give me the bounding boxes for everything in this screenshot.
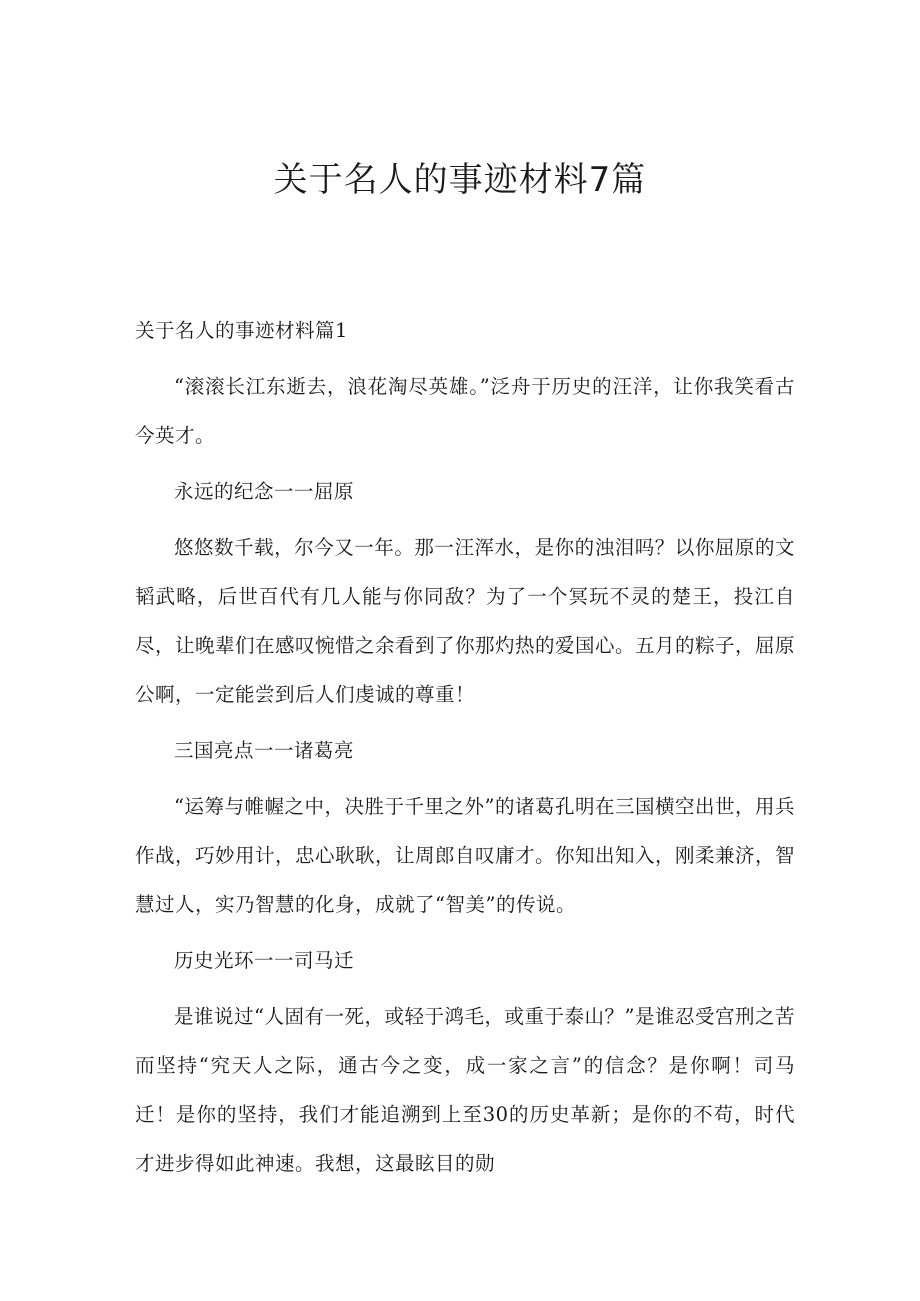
subheading-sima-qian: 历史光环一一司马迁 xyxy=(174,949,355,972)
document-title: 关于名人的事迹材料7篇 xyxy=(273,160,647,200)
intro-paragraph: “滚滚长江东逝去，浪花淘尽英雄。”泛舟于历史的汪洋，让你我笑看古今英才。 xyxy=(135,375,795,447)
subheading-zhuge-liang: 三国亮点一一诸葛亮 xyxy=(174,739,355,762)
sima-qian-paragraph: 是谁说过“人固有一死，或轻于鸿毛，或重于泰山？”是谁忍受宫刑之苦而坚持“究天人之际，通古今之变，成一家之言”的信念？是你啊！司马迁！是你的坚持，我们才能追溯到上至30的历史革新；是你的不苟，时代才进步得如此神速。我想，这最眩目的勋 xyxy=(135,1005,795,1175)
document-body xyxy=(135,306,795,1195)
qu-yuan-paragraph: 悠悠数千载，尔今又一年。那一汪浑水，是你的浊泪吗？以你屈原的文韬武略，后世百代有几人能与你同敌？为了一个冥玩不灵的楚王，投江自尽，让晚辈们在感叹惋惜之余看到了你那灼热的爱国心。五月的粽子，屈原公啊，一定能尝到后人们虔诚的尊重！ xyxy=(135,536,796,706)
zhuge-liang-paragraph: “运筹与帷幄之中，决胜于千里之外”的诸葛孔明在三国横空出世，用兵作战，巧妙用计，忠心耿耿，让周郎自叹庸才。你知出知入，刚柔兼济，智慧过人，实乃智慧的化身，成就了“智美”的传说。 xyxy=(135,795,796,916)
section-heading: 关于名人的事迹材料篇1 xyxy=(135,319,348,342)
subheading-qu-yuan: 永远的纪念一一屈原 xyxy=(174,480,355,503)
